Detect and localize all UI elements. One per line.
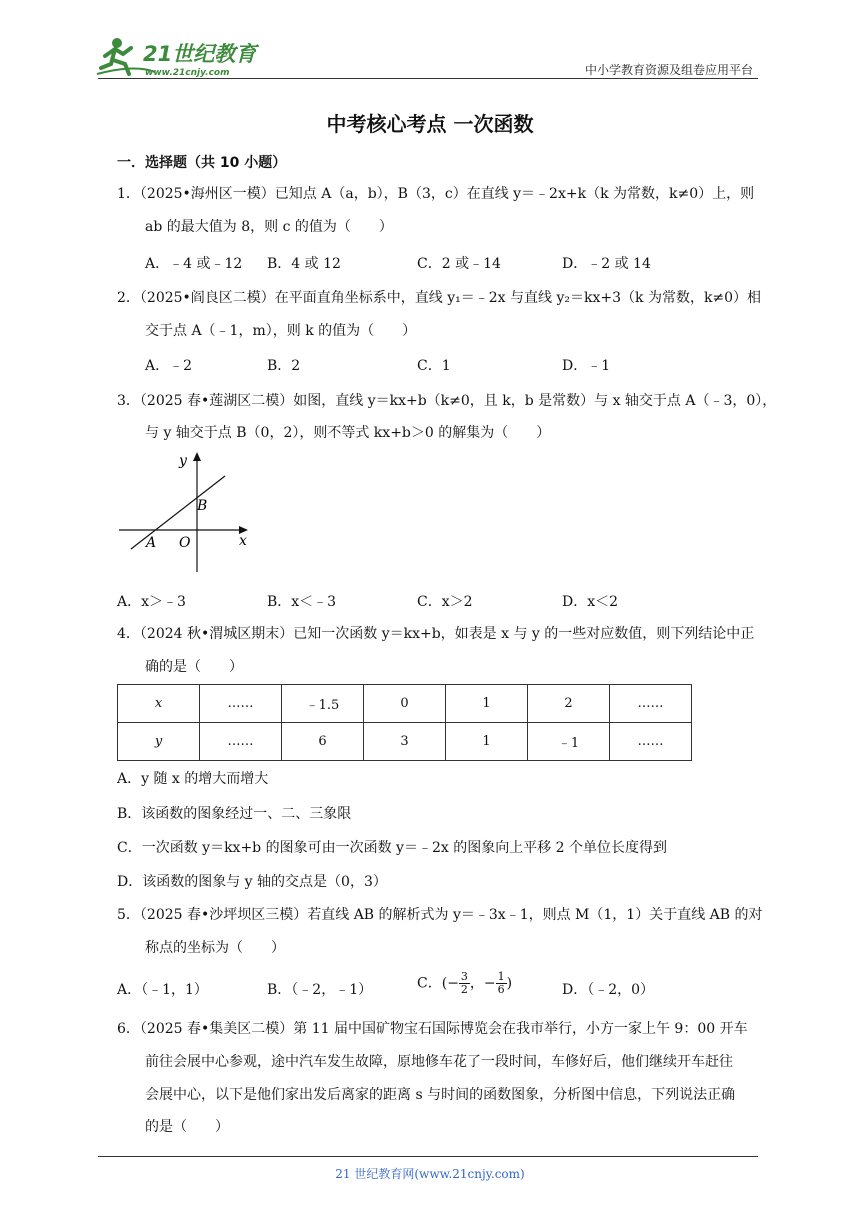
label-x: x (239, 533, 247, 549)
q4-option-d: D．该函数的图象与 y 轴的交点是（0，3） (117, 874, 387, 890)
table-cell: 3 (364, 723, 446, 761)
q1-option-c: C．2 或﹣14 (417, 256, 501, 272)
q3-option-b: B．x＜﹣3 (267, 594, 337, 610)
label-o: O (179, 535, 191, 551)
q2-option-c: C．1 (417, 358, 451, 374)
q6-line2: 前往会展中心参观，途中汽车发生故障，原地修车花了一段时间，车修好后，他们继续开车赶往 (145, 1054, 733, 1070)
q2-option-d: D．﹣1 (562, 358, 611, 374)
table-cell: 2 (528, 685, 610, 723)
label-y: y (179, 453, 187, 469)
table-cell: 1 (446, 685, 528, 723)
q6-line4: 的是（ ） (145, 1119, 229, 1135)
q3-line2: 与 y 轴交于点 B（0，2），则不等式 kx+b＞0 的解集为（ ） (145, 425, 551, 441)
q6-line3: 会展中心，以下是他们家出发后离家的距离 s 与时间的函数图象，分析图中信息，下列说法正确 (145, 1087, 736, 1103)
q1-option-b: B．4 或 12 (267, 256, 341, 272)
footer-divider (98, 1156, 758, 1157)
q4-option-a: A．y 随 x 的增大而增大 (117, 771, 269, 787)
table-cell: x (118, 685, 200, 723)
q2-option-a: A．﹣2 (145, 358, 193, 374)
q4-value-table (117, 684, 692, 761)
table-cell: 6 (282, 723, 364, 761)
site-logo (95, 34, 265, 80)
table-cell: ﹣1.5 (282, 685, 364, 723)
q1-line2: ab 的最大值为 8，则 c 的值为（ ） (145, 219, 393, 235)
q5-option-a: A．（﹣1，1） (117, 982, 208, 998)
q6-line1: 6．（2025 春•集美区二模）第 11 届中国矿物宝石国际博览会在我市举行，小方一家上午 9：00 开车 (117, 1021, 748, 1037)
footer-link[interactable]: 21 世纪教育网(www.21cnjy.com) (335, 1167, 525, 1181)
logo-text: 21世纪教育 (143, 42, 257, 66)
q3-line1: 3．（2025 春•莲湖区二模）如图，直线 y＝kx+b（k≠0，且 k，b 是常数）与 x 轴交于点 A（﹣3，0）， (117, 393, 777, 409)
q5-option-d: D．（﹣2，0） (562, 982, 655, 998)
page-title: 中考核心考点 一次函数 (326, 112, 534, 136)
q4-option-c: C．一次函数 y＝kx+b 的图象可由一次函数 y＝﹣2x 的图象向上平移 2 个单位长度得到 (117, 840, 668, 856)
table-row (118, 685, 692, 723)
table-cell: 1 (446, 723, 528, 761)
q4-option-b: B．该函数的图象经过一、二、三象限 (117, 806, 352, 822)
q1-option-d: D．﹣2 或 14 (562, 256, 651, 272)
section-heading: 一．选择题（共 10 小题） (117, 155, 287, 171)
table-cell: 0 (364, 685, 446, 723)
q4-line1: 4．（2024 秋•渭城区期末）已知一次函数 y＝kx+b，如表是 x 与 y 的一些对应数值，则下列结论中正 (117, 626, 755, 642)
q2-line2: 交于点 A（﹣1，m），则 k 的值为（ ） (145, 323, 417, 339)
table-row (118, 723, 692, 761)
q4-line2: 确的是（ ） (145, 659, 243, 675)
label-b: B (197, 498, 208, 514)
q5-line2: 称点的坐标为（ ） (145, 940, 285, 956)
q5-line1: 5．（2025 春•沙坪坝区三模）若直线 AB 的解析式为 y＝﹣3x﹣1，则点 M（1，1）关于直线 AB 的对 (117, 907, 763, 923)
table-cell: y (118, 723, 200, 761)
q5-option-b: B．（﹣2，﹣1） (267, 982, 373, 998)
label-a: A (146, 535, 157, 551)
table-cell: ﹣1 (528, 723, 610, 761)
table-cell: …… (200, 723, 282, 761)
q3-option-c: C．x＞2 (417, 594, 473, 610)
table-cell: …… (200, 685, 282, 723)
header-divider (98, 78, 758, 79)
q1-option-a: A．﹣4 或﹣12 (145, 256, 243, 272)
q3-option-a: A．x＞﹣3 (117, 594, 186, 610)
logo-url: www.21cnjy.com (145, 68, 230, 78)
q2-option-b: B．2 (267, 358, 301, 374)
platform-name: 中小学教育资源及组卷应用平台 (584, 63, 753, 77)
q3-figure (115, 448, 255, 578)
y-axis-arrow (193, 452, 201, 461)
q5-option-c: C．(− $\frac{3}{2}$ ，− $\frac{1}{6}$ ) (417, 970, 513, 996)
table-cell: …… (610, 723, 692, 761)
q3-option-d: D．x＜2 (562, 594, 619, 610)
q1-line1: 1．（2025•海州区一模）已知点 A（a，b），B（3，c）在直线 y＝﹣2x+k（k 为常数，k≠0）上，则 (117, 186, 755, 202)
table-cell: …… (610, 685, 692, 723)
q2-line1: 2．（2025•阎良区二模）在平面直角坐标系中，直线 y₁＝﹣2x 与直线 y₂＝kx+3（k 为常数，k≠0）相 (117, 290, 762, 306)
